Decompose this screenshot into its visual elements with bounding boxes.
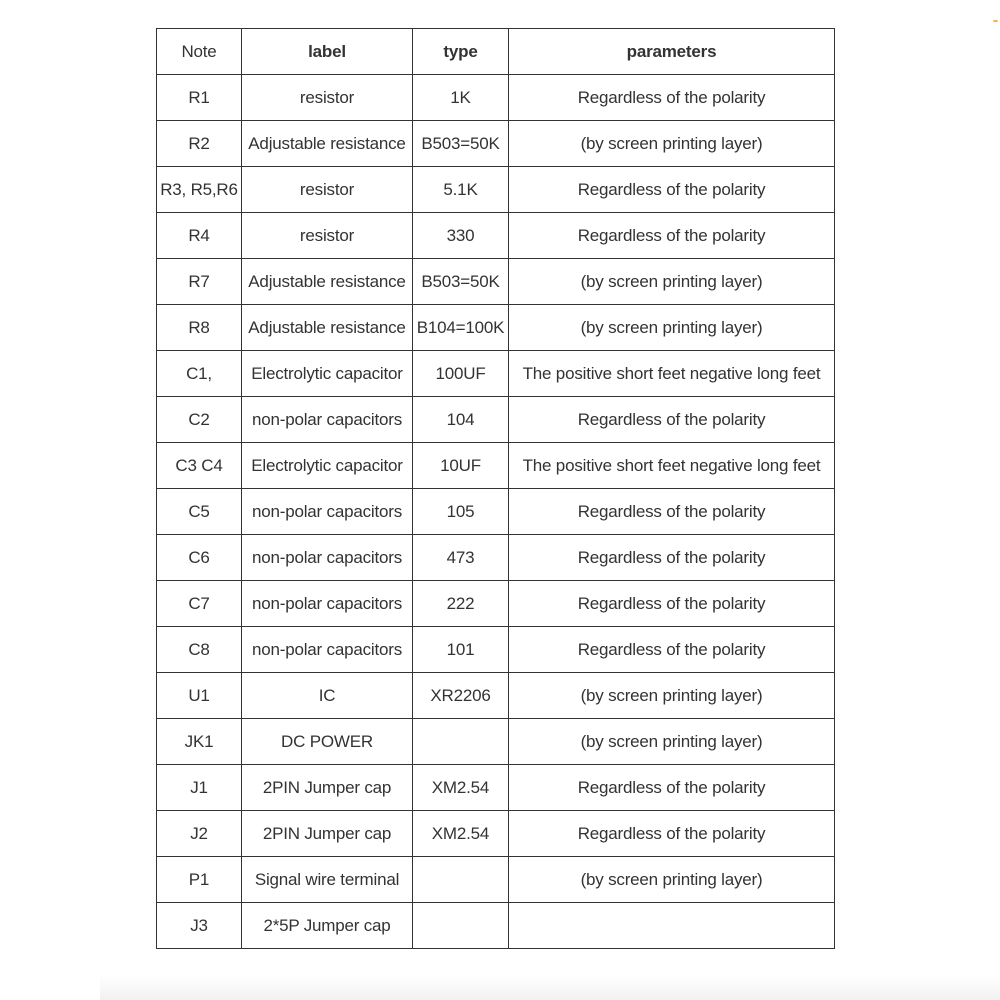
cell-parameters: Regardless of the polarity — [509, 627, 835, 673]
cell-type: 101 — [413, 627, 509, 673]
table-row — [157, 489, 835, 535]
table-row — [157, 121, 835, 167]
cell-parameters: Regardless of the polarity — [509, 397, 835, 443]
cell-note: C8 — [157, 627, 242, 673]
cell-type: XM2.54 — [413, 811, 509, 857]
cell-note: R4 — [157, 213, 242, 259]
cell-note: C3 C4 — [157, 443, 242, 489]
cell-parameters: Regardless of the polarity — [509, 535, 835, 581]
cell-label: resistor — [242, 167, 413, 213]
table-row — [157, 627, 835, 673]
cell-label: Adjustable resistance — [242, 121, 413, 167]
cell-parameters: (by screen printing layer) — [509, 121, 835, 167]
cell-type: 1K — [413, 75, 509, 121]
cell-note: R8 — [157, 305, 242, 351]
cell-label: 2*5P Jumper cap — [242, 903, 413, 949]
cell-note: C5 — [157, 489, 242, 535]
cell-label: non-polar capacitors — [242, 627, 413, 673]
cell-type: 104 — [413, 397, 509, 443]
cell-type: 330 — [413, 213, 509, 259]
cell-label: Signal wire terminal — [242, 857, 413, 903]
cell-label: 2PIN Jumper cap — [242, 811, 413, 857]
cell-parameters: Regardless of the polarity — [509, 765, 835, 811]
header-parameters: parameters — [509, 29, 835, 75]
cell-note: C6 — [157, 535, 242, 581]
cell-label: Adjustable resistance — [242, 259, 413, 305]
header-label: label — [242, 29, 413, 75]
table-row — [157, 259, 835, 305]
cell-type — [413, 903, 509, 949]
table-row — [157, 581, 835, 627]
cell-type: 105 — [413, 489, 509, 535]
cell-parameters: (by screen printing layer) — [509, 673, 835, 719]
cell-type: B503=50K — [413, 121, 509, 167]
cell-label: resistor — [242, 213, 413, 259]
cell-type: 473 — [413, 535, 509, 581]
cell-parameters: The positive short feet negative long feet — [509, 351, 835, 397]
cell-parameters: The positive short feet negative long feet — [509, 443, 835, 489]
cell-parameters: (by screen printing layer) — [509, 305, 835, 351]
cell-note: C1, — [157, 351, 242, 397]
cell-label: non-polar capacitors — [242, 489, 413, 535]
cell-type: XR2206 — [413, 673, 509, 719]
cell-type: B503=50K — [413, 259, 509, 305]
cell-label: non-polar capacitors — [242, 581, 413, 627]
cell-type — [413, 719, 509, 765]
cell-note: U1 — [157, 673, 242, 719]
cell-note: R7 — [157, 259, 242, 305]
cell-label: Electrolytic capacitor — [242, 351, 413, 397]
cell-note: R3, R5,R6 — [157, 167, 242, 213]
table-row — [157, 535, 835, 581]
bottom-shadow — [100, 975, 1000, 1000]
header-note: Note — [157, 29, 242, 75]
cell-label: Electrolytic capacitor — [242, 443, 413, 489]
cell-parameters — [509, 903, 835, 949]
table-row — [157, 673, 835, 719]
table-row — [157, 75, 835, 121]
cell-type: 100UF — [413, 351, 509, 397]
cell-type — [413, 857, 509, 903]
table-row — [157, 397, 835, 443]
table-header-row — [157, 29, 835, 75]
cell-note: J1 — [157, 765, 242, 811]
table-row — [157, 167, 835, 213]
cell-label: Adjustable resistance — [242, 305, 413, 351]
cell-type: B104=100K — [413, 305, 509, 351]
cell-parameters: (by screen printing layer) — [509, 857, 835, 903]
cell-note: J2 — [157, 811, 242, 857]
table-row — [157, 305, 835, 351]
cell-label: non-polar capacitors — [242, 397, 413, 443]
cell-parameters: (by screen printing layer) — [509, 719, 835, 765]
table-row — [157, 443, 835, 489]
cell-type: XM2.54 — [413, 765, 509, 811]
cell-parameters: Regardless of the polarity — [509, 75, 835, 121]
cell-note: JK1 — [157, 719, 242, 765]
cell-parameters: Regardless of the polarity — [509, 811, 835, 857]
cell-parameters: Regardless of the polarity — [509, 213, 835, 259]
table-row — [157, 903, 835, 949]
cell-type: 10UF — [413, 443, 509, 489]
cell-note: C7 — [157, 581, 242, 627]
table-row — [157, 719, 835, 765]
table-row — [157, 765, 835, 811]
cell-note: J3 — [157, 903, 242, 949]
table-row — [157, 857, 835, 903]
table-row — [157, 213, 835, 259]
cell-note: C2 — [157, 397, 242, 443]
cell-label: resistor — [242, 75, 413, 121]
header-type: type — [413, 29, 509, 75]
cell-note: P1 — [157, 857, 242, 903]
accent-mark — [993, 20, 998, 22]
cell-note: R1 — [157, 75, 242, 121]
cell-type: 222 — [413, 581, 509, 627]
cell-parameters: (by screen printing layer) — [509, 259, 835, 305]
table-row — [157, 811, 835, 857]
cell-label: DC POWER — [242, 719, 413, 765]
cell-note: R2 — [157, 121, 242, 167]
cell-label: 2PIN Jumper cap — [242, 765, 413, 811]
components-table — [156, 28, 835, 949]
cell-type: 5.1K — [413, 167, 509, 213]
table-row — [157, 351, 835, 397]
cell-label: IC — [242, 673, 413, 719]
cell-parameters: Regardless of the polarity — [509, 489, 835, 535]
cell-parameters: Regardless of the polarity — [509, 167, 835, 213]
cell-parameters: Regardless of the polarity — [509, 581, 835, 627]
cell-label: non-polar capacitors — [242, 535, 413, 581]
